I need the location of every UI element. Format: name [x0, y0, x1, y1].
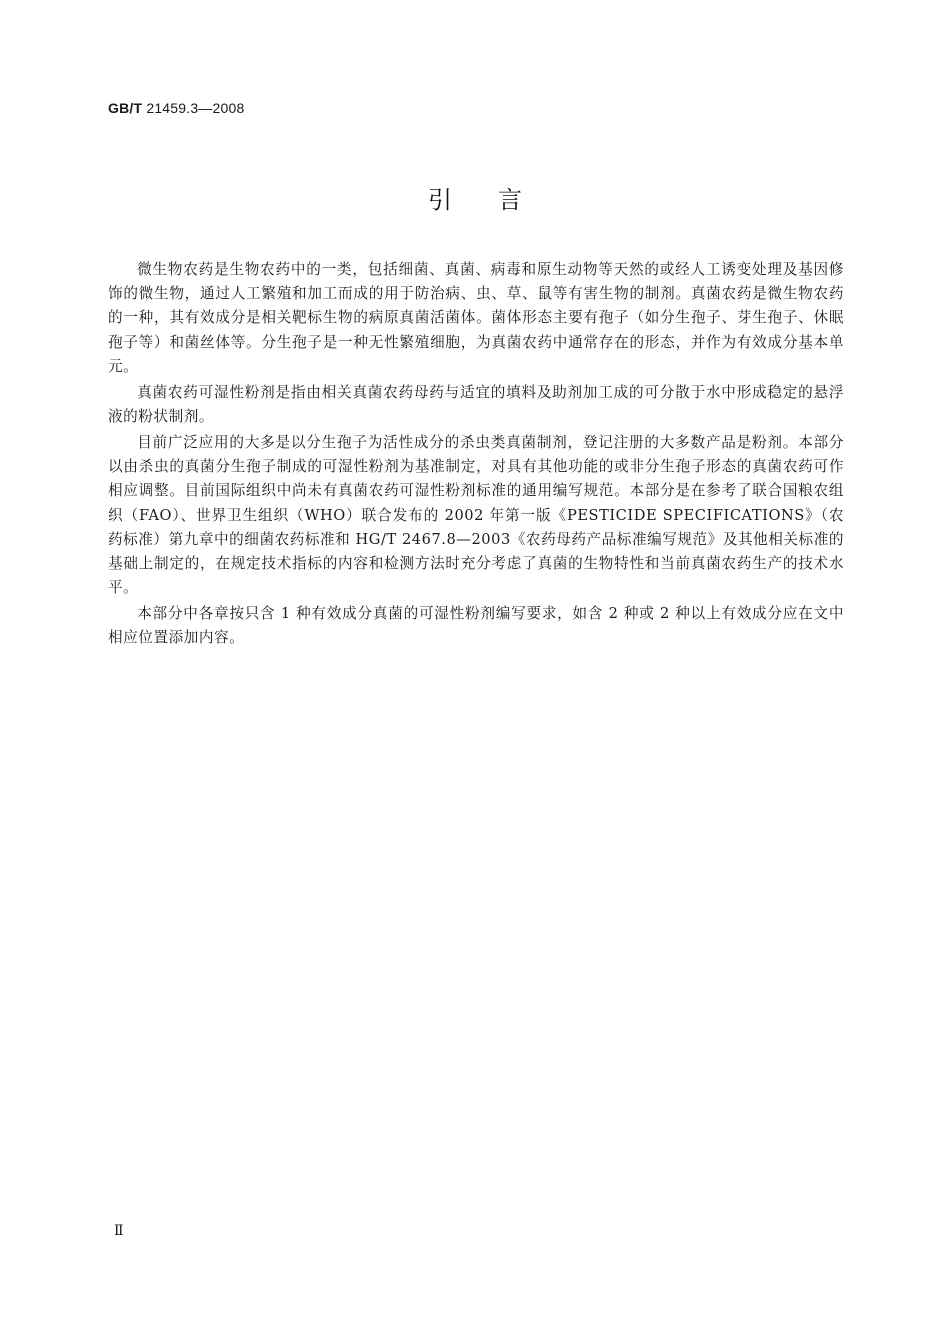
standard-code: [108, 100, 245, 116]
paragraph: 真菌农药可湿性粉剂是指由相关真菌农药母药与适宜的填料及助剂加工成的可分散于水中形成稳定的悬浮液的粉状制剂。: [108, 383, 844, 426]
page-number: Ⅱ: [114, 1223, 124, 1239]
paragraph: 微生物农药是生物农药中的一类，包括细菌、真菌、病毒和原生动物等天然的或经人工诱变处理及基因修饰的微生物，通过人工繁殖和加工而成的用于防治病、虫、草、鼠等有害生物的制剂。真菌农药是微生物农药的一种，其有效成分是相关靶标生物的病原真菌活菌体。菌体形态主要有孢子（如分生孢子、芽生孢子、休眠孢子等）和菌丝体等。分生孢子是一种无性繁殖细胞，为真菌农药中通常存在的形态，并作为有效成分基本单元。: [108, 261, 844, 375]
page-title: 引言: [428, 186, 568, 214]
introduction-body: [108, 258, 844, 652]
paragraph: 本部分中各章按只含 1 种有效成分真菌的可湿性粉剂编写要求，如含 2 种或 2 种以上有效成分应在文中相应位置添加内容。: [108, 605, 844, 647]
standard-code-prefix: GB/T: [108, 100, 143, 116]
standard-code-number: 21459.3—2008: [142, 100, 245, 116]
paragraph: 目前广泛应用的大多是以分生孢子为活性成分的杀虫类真菌制剂，登记注册的大多数产品是粉剂。本部分以由杀虫的真菌分生孢子制成的可湿性粉剂为基准制定，对具有其他功能的或非分生孢子形态的真菌农药可作相应调整。目前国际组织中尚未有真菌农药可湿性粉剂标准的通用编写规范。本部分是在参考了联合国粮农组织（FAO）、世界卫生组织（WHO）联合发布的 2002 年第一版《PESTICIDE SPECIFICATIONS》（农药标准）第九章中的细菌农药标准和 HG/T 2467.8—2003《农药母药产品标准编写规范》及其他相关标准的基础上制定的，在规定技术指标的内容和检测方法时充分考虑了真菌的生物特性和当前真菌农药生产的技术水平。: [108, 434, 844, 597]
